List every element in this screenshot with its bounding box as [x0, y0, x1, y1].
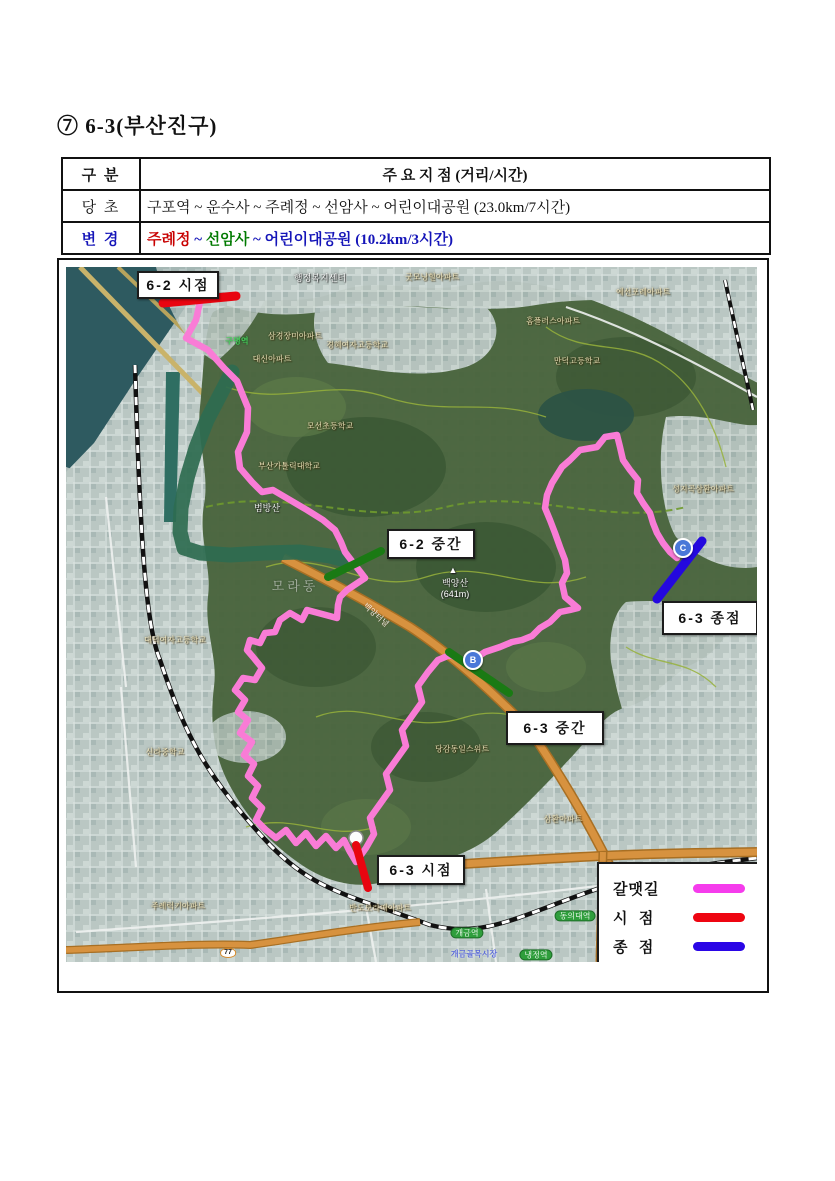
route-marker-label-start-6-2: 6-2 시점: [137, 271, 219, 299]
map-place-label: 행정복지센터: [293, 272, 347, 283]
map-place-label: 77: [220, 948, 236, 958]
map-place-label: 백양터널: [361, 601, 391, 629]
map-place-label: 모라동: [271, 578, 319, 594]
map-place-label: 부산가톨릭대학교: [258, 461, 320, 471]
map-place-label: 주례럭키아파트: [150, 901, 206, 911]
legend-item-label: 시 점: [613, 910, 655, 927]
satellite-map: [66, 267, 757, 962]
table-row-changed: [62, 222, 770, 254]
map-place-label: 구명역: [225, 336, 249, 346]
map-place-label: 성지곡삼환아파트: [672, 484, 734, 494]
map-place-label: 만덕고등학교: [553, 356, 601, 366]
legend-item-label: 갈맷길: [613, 881, 660, 898]
route-marker-label-start-6-3: 6-3 시점: [377, 855, 465, 885]
route-segment-text: ~: [190, 231, 206, 248]
map-place-label: 냉정역: [519, 949, 552, 960]
map-place-label: 대신아파트: [252, 354, 292, 364]
map-place-label: 개금골목시장: [450, 949, 498, 959]
map-place-label: 삼경장미아파트: [267, 331, 323, 341]
legend-color-swatch: [693, 942, 745, 951]
map-place-label: 삼환아파트: [543, 814, 583, 824]
transit-point-badge: B: [463, 650, 483, 670]
table-header-category: 구 분: [62, 158, 140, 190]
map-place-label: 개금역: [450, 927, 483, 938]
map-legend: [597, 862, 757, 962]
map-place-label: ▲: [448, 564, 458, 575]
route-segment-text: ~: [249, 231, 265, 248]
table-header-row: [62, 158, 770, 190]
route-segment-text: 선암사: [205, 231, 250, 248]
route-segment-text: 어린이대공원 (10.2km/3시간): [264, 231, 454, 248]
map-place-label: 반도보라매아파트: [349, 903, 411, 913]
route-marker-label-mid-6-3: 6-3 중간: [506, 711, 604, 745]
route-marker-label-end-6-3: 6-3 종점: [662, 601, 757, 635]
map-place-label: 대덕여자고등학교: [144, 635, 206, 645]
table-header-points: 주 요 지 점 (거리/시간): [140, 158, 770, 190]
map-place-label: 모선초등학교: [306, 421, 354, 431]
legend-item: [613, 936, 745, 957]
map-place-label: 예선포레아파트: [615, 287, 671, 297]
route-segment-text: 주례정: [147, 231, 191, 248]
page-title: ⑦ 6-3(부산진구): [57, 114, 218, 138]
legend-item: [613, 878, 745, 899]
route-map-figure: [57, 258, 769, 993]
map-place-label: (641m): [440, 588, 470, 599]
map-place-label: 당감동일스위트: [434, 744, 490, 754]
legend-item-label: 종 점: [613, 939, 655, 956]
map-overlay: [66, 267, 757, 962]
transit-point-badge: C: [673, 538, 693, 558]
row-changed-content: [140, 222, 770, 254]
map-place-label: 신라중학교: [145, 747, 185, 757]
map-place-label: 굿모닝힐아파트: [404, 272, 460, 282]
map-place-label: 범방산: [253, 502, 281, 513]
map-place-label: 홈플러스아파트: [525, 316, 581, 326]
legend-color-swatch: [693, 884, 745, 893]
map-place-label: 동의대역: [555, 910, 596, 921]
legend-color-swatch: [693, 913, 745, 922]
row-initial-content: 구포역 ~ 운수사 ~ 주례정 ~ 선암사 ~ 어린이대공원 (23.0km/7시간): [140, 190, 770, 222]
row-initial-label: 당 초: [62, 190, 140, 222]
route-summary-table: [61, 157, 771, 255]
table-row-initial: [62, 190, 770, 222]
route-marker-label-mid-6-2: 6-2 중간: [387, 529, 475, 559]
map-place-label: 경혜여자고등학교: [326, 340, 388, 350]
map-place-label: 백양산: [441, 577, 469, 588]
row-changed-label: 변 경: [62, 222, 140, 254]
legend-item: [613, 907, 745, 928]
